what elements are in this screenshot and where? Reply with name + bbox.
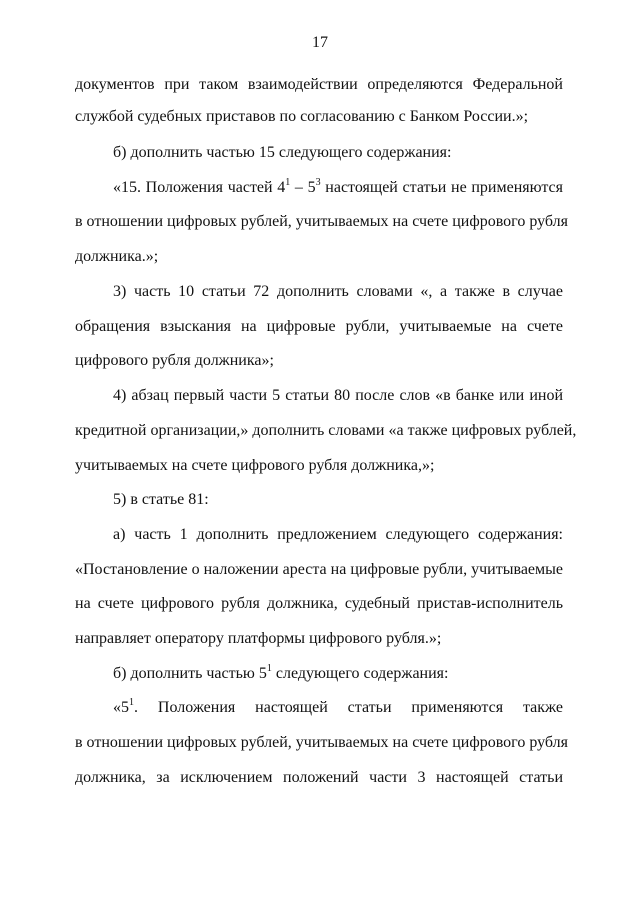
text-line xyxy=(113,178,563,198)
text-line: «Постановление о наложении ареста на цифровые рубли, учитываемые xyxy=(75,561,563,578)
text-line: цифрового рубля должника»; xyxy=(75,352,274,369)
text-line: обращения взыскания на цифровые рубли, учитываемые на счете xyxy=(75,318,563,335)
text-line: в отношении цифровых рублей, учитываемых на счете цифрового рубля xyxy=(75,734,568,751)
text-line: учитываемых на счете цифрового рубля должника,»; xyxy=(75,457,435,474)
text-line: а) часть 1 дополнить предложением следующего содержания: xyxy=(113,526,563,543)
text-fragment: б) дополнить частью 5 xyxy=(113,665,267,682)
text-fragment: настоящей статьи не применяются xyxy=(320,179,564,196)
page-number: 17 xyxy=(312,34,328,51)
text-line: должника, за исключением положений части 3 настоящей статьи xyxy=(75,769,563,786)
text-line: 3) часть 10 статьи 72 дополнить словами «, а также в случае xyxy=(113,283,563,300)
text-line: кредитной организации,» дополнить словами «а также цифровых рублей, xyxy=(75,422,577,439)
text-line: службой судебных приставов по согласованию с Банком России.»; xyxy=(75,108,529,125)
text-line: 4) абзац первый части 5 статьи 80 после слов «в банке или иной xyxy=(113,387,563,404)
text-line: документов при таком взаимодействии определяются Федеральной xyxy=(75,76,563,93)
text-line: 5) в статье 81: xyxy=(113,491,209,508)
superscript: 1 xyxy=(285,176,291,188)
superscript: 1 xyxy=(266,662,272,674)
text-fragment: следующего содержания: xyxy=(271,665,449,682)
text-line: направляет оператору платформы цифрового рубля.»; xyxy=(75,630,442,647)
text-fragment: – 5 xyxy=(290,179,316,196)
text-fragment: «15. Положения частей 4 xyxy=(113,179,286,196)
text-fragment: «5 xyxy=(113,699,129,716)
text-line: в отношении цифровых рублей, учитываемых на счете цифрового рубля xyxy=(75,213,568,230)
text-line: на счете цифрового рубля должника, судебный пристав-исполнитель xyxy=(75,595,563,612)
text-line xyxy=(113,698,563,718)
superscript: 1 xyxy=(129,696,134,708)
superscript: 3 xyxy=(315,176,321,188)
text-fragment: . Положения настоящей статьи применяются также xyxy=(134,699,563,716)
text-line: б) дополнить частью 15 следующего содержания: xyxy=(113,144,452,161)
text-line: должника.»; xyxy=(75,248,159,265)
text-line xyxy=(113,664,563,684)
